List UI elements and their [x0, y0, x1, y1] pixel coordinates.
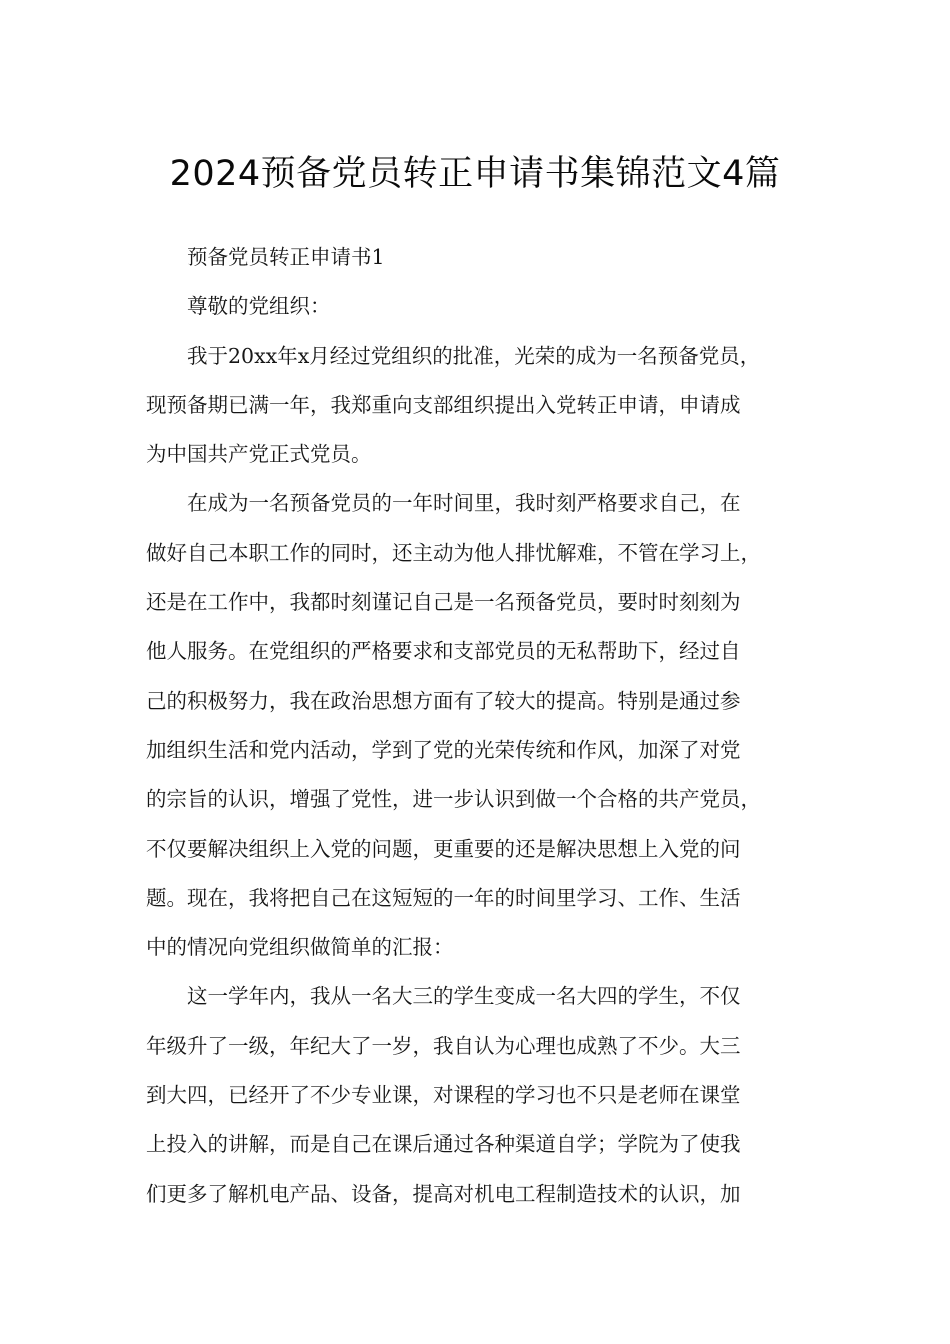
paragraph-line: 年级升了一级，年纪大了一岁，我自认为心理也成熟了不少。大三: [146, 1033, 741, 1058]
paragraph-line: 中的情况向党组织做简单的汇报：: [146, 935, 454, 960]
paragraph-line: 到大四，已经开了不少专业课，对课程的学习也不只是老师在课堂: [146, 1083, 741, 1108]
salutation: 尊敬的党组织：: [187, 294, 331, 319]
paragraph-line: 他人服务。在党组织的严格要求和支部党员的无私帮助下，经过自: [146, 639, 741, 664]
paragraph-line: 做好自己本职工作的同时，还主动为他人排忧解难，不管在学习上，: [146, 540, 761, 565]
paragraph-line: 还是在工作中，我都时刻谨记自己是一名预备党员，要时时刻刻为: [146, 590, 741, 615]
paragraph-2: [146, 479, 806, 972]
paragraph-3: [146, 972, 806, 1218]
paragraph-line: 己的积极努力，我在政治思想方面有了较大的提高。特别是通过参: [146, 688, 741, 713]
paragraph-line: 加组织生活和党内活动，学到了党的光荣传统和作风，加深了对党: [146, 737, 741, 762]
paragraph-line: 不仅要解决组织上入党的问题，更重要的还是解决思想上入党的问: [146, 836, 741, 861]
paragraph-line: 为中国共产党正式党员。: [146, 442, 372, 467]
document-body: [146, 233, 806, 1219]
paragraph-line: 的宗旨的认识，增强了党性，进一步认识到做一个合格的共产党员，: [146, 787, 761, 812]
paragraph-line: 这一学年内，我从一名大三的学生变成一名大四的学生，不仅: [187, 984, 741, 1009]
paragraph-1: [146, 332, 806, 480]
paragraph-line: 我于20xx年x月经过党组织的批准，光荣的成为一名预备党员，: [187, 343, 761, 368]
paragraph-line: 题。现在，我将把自己在这短短的一年的时间里学习、工作、生活: [146, 885, 741, 910]
paragraph-line: 们更多了解机电产品、设备，提高对机电工程制造技术的认识，加: [146, 1181, 741, 1206]
document-title: 2024预备党员转正申请书集锦范文4篇: [169, 154, 781, 195]
section-heading: 预备党员转正申请书1: [187, 245, 385, 269]
paragraph-line: 现预备期已满一年，我郑重向支部组织提出入党转正申请，申请成: [146, 392, 741, 417]
paragraph-line: 在成为一名预备党员的一年时间里，我时刻严格要求自己，在: [187, 491, 741, 516]
paragraph-line: 上投入的讲解，而是自己在课后通过各种渠道自学；学院为了使我: [146, 1132, 741, 1157]
